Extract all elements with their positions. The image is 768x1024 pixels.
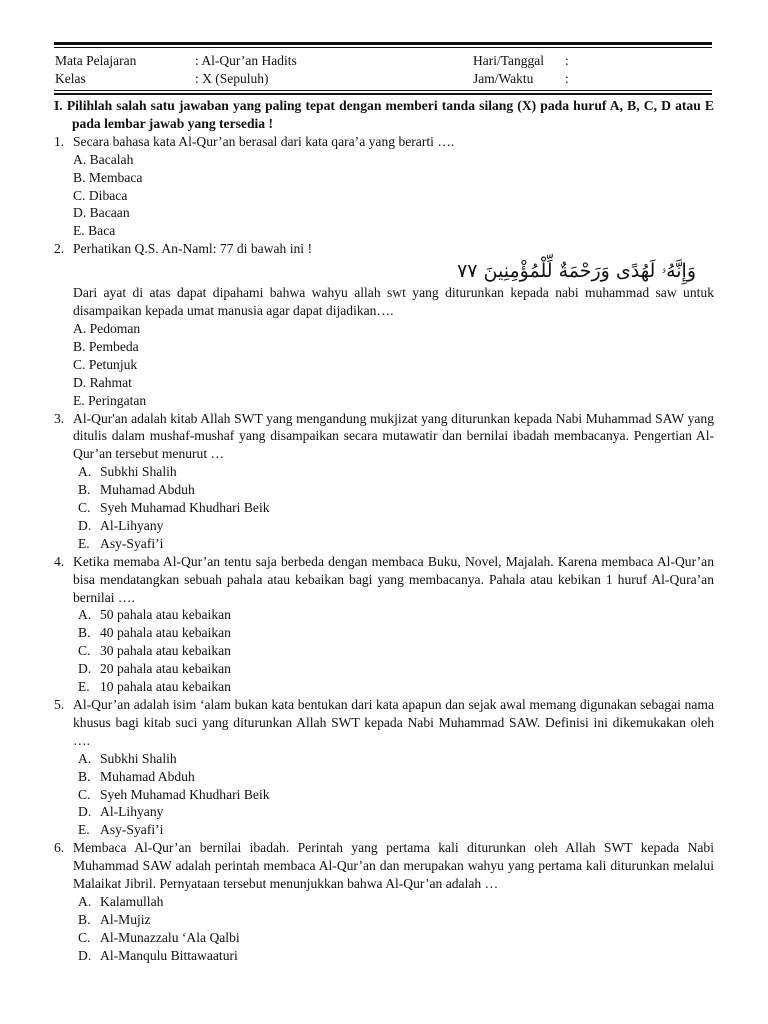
question-2 xyxy=(54,240,714,258)
day-label: Hari/Tanggal xyxy=(473,53,545,68)
question-text: Al-Qur'an adalah kitab Allah SWT yang mengandung mukjizat yang diturunkan kepada Nabi Muhammad SAW yang ditulis dalam mushaf-mushaf yang disampaikan secara mutawatir dan bernilai ibadah membacanya. Pengertian Al-Qur’an tersebut menurut … xyxy=(73,410,714,462)
option-letter: A. xyxy=(78,464,92,480)
question-number: 6. xyxy=(54,840,65,856)
option-letter: C. xyxy=(78,643,91,659)
option-a xyxy=(54,750,714,768)
option-text: Al-Mujiz xyxy=(100,911,151,927)
option-b: B. Membaca xyxy=(73,169,143,185)
subject-label: Mata Pelajaran xyxy=(55,53,137,68)
question-number: 5. xyxy=(54,697,65,712)
option-letter: A. xyxy=(78,750,92,766)
option-c: C. Petunjuk xyxy=(73,356,138,372)
option-e xyxy=(54,535,714,553)
option-letter: A. xyxy=(78,607,92,623)
option-text: 20 pahala atau kebaikan xyxy=(100,661,231,677)
option-e xyxy=(54,821,714,839)
option-d: D. Bacaan xyxy=(73,205,130,221)
option-b xyxy=(54,481,714,499)
header-bottom-rule xyxy=(54,90,712,91)
header-bottom-rule-thick xyxy=(54,93,712,95)
option-c: C. Dibaca xyxy=(73,187,128,203)
option-letter: E. xyxy=(78,822,90,838)
option-d xyxy=(54,517,714,535)
time-value: : xyxy=(565,71,569,86)
option-a: A. Pedoman xyxy=(73,320,141,336)
option-letter: D. xyxy=(78,661,92,677)
option-letter: D. xyxy=(78,804,92,820)
class-value: : X (Sepuluh) xyxy=(195,71,269,86)
option-text: Al-Lihyany xyxy=(100,517,164,533)
option-text: Al-Manqulu Bittawaaturi xyxy=(100,947,238,963)
option-letter: C. xyxy=(78,500,91,516)
question-text: Membaca Al-Qur’an bernilai ibadah. Perintah yang pertama kali diturunkan oleh Allah SWT kepada Nabi Muhammad SAW adalah perintah membaca Al-Qur’an dan merupakan wahyu yang pertama kali diturunkan melalui Malaikat Jibril. Pernyataan tersebut menunjukkan bahwa Al-Qur’an adalah … xyxy=(73,840,714,892)
option-text: Subkhi Shalih xyxy=(100,750,177,766)
arabic-verse: وَإِنَّهُۥ لَهُدًى وَرَحْمَةٌ لِّلْمُؤْمِنِينَ ٧٧ xyxy=(457,260,696,283)
subject-value: : Al-Qur’an Hadits xyxy=(195,53,297,68)
option-b xyxy=(54,911,714,929)
option-letter: C. xyxy=(78,929,91,945)
option-e xyxy=(54,678,714,696)
question-number: 2. xyxy=(54,241,65,257)
question-text: Al-Qur’an adalah isim ‘alam bukan kata bentukan dari kata apapun dan sejak awal memang digunakan sebagai nama khusus bagi kitab suci yang diturunkan Allah SWT kepada Nabi Muhammad SAW. Definisi ini dikemukakan oleh …. xyxy=(73,697,714,748)
option-text: Muhamad Abduh xyxy=(100,482,195,498)
option-c xyxy=(54,499,714,517)
question-3 xyxy=(54,410,714,464)
header-rule-thick xyxy=(54,42,712,45)
question-text: Secara bahasa kata Al-Qur’an berasal dari kata qara’a yang berarti …. xyxy=(73,133,455,149)
option-b xyxy=(54,624,714,642)
option-letter: B. xyxy=(78,911,91,927)
option-text: Al-Munazzalu ‘Ala Qalbi xyxy=(100,929,240,945)
question-4 xyxy=(54,553,714,607)
option-c xyxy=(54,642,714,660)
option-d xyxy=(54,660,714,678)
option-text: Syeh Muhamad Khudhari Beik xyxy=(100,786,270,802)
class-label: Kelas xyxy=(55,71,86,86)
option-text: Muhamad Abduh xyxy=(100,768,195,784)
question-1 xyxy=(54,133,714,151)
option-text: Kalamullah xyxy=(100,893,164,909)
option-d xyxy=(54,947,714,965)
option-letter: B. xyxy=(78,625,91,641)
option-b: B. Pembeda xyxy=(73,338,139,354)
day-value: : xyxy=(565,53,569,68)
time-label: Jam/Waktu xyxy=(473,71,534,86)
option-letter: C. xyxy=(78,786,91,802)
question-number: 3. xyxy=(54,410,65,426)
option-text: 50 pahala atau kebaikan xyxy=(100,607,231,623)
option-letter: D. xyxy=(78,947,92,963)
option-a xyxy=(54,893,714,911)
option-d: D. Rahmat xyxy=(73,374,132,390)
question-2-continuation xyxy=(54,284,714,320)
option-letter: B. xyxy=(78,482,91,498)
option-letter: D. xyxy=(78,517,92,533)
question-text: Perhatikan Q.S. An-Naml: 77 di bawah ini ! xyxy=(73,241,312,257)
option-a xyxy=(54,463,714,481)
question-text: Dari ayat di atas dapat dipahami bahwa wahyu allah swt yang diturunkan kepada nabi muhammad saw untuk disampaikan kepada umat manusia agar dapat dijadikan…. xyxy=(73,285,714,319)
question-number: 4. xyxy=(54,553,65,569)
option-text: 40 pahala atau kebaikan xyxy=(100,625,231,641)
option-text: Al-Lihyany xyxy=(100,804,164,820)
option-c xyxy=(54,786,714,804)
option-text: Syeh Muhamad Khudhari Beik xyxy=(100,500,270,516)
option-text: 30 pahala atau kebaikan xyxy=(100,643,231,659)
option-a xyxy=(54,606,714,624)
option-letter: A. xyxy=(78,893,92,909)
option-letter: E. xyxy=(78,679,90,695)
option-letter: B. xyxy=(78,768,91,784)
option-c xyxy=(54,929,714,947)
option-d xyxy=(54,803,714,821)
option-text: Subkhi Shalih xyxy=(100,464,177,480)
option-e: E. Peringatan xyxy=(73,392,147,408)
question-number: 1. xyxy=(54,133,65,149)
question-6 xyxy=(54,839,714,893)
option-text: Asy-Syafi’i xyxy=(100,535,164,551)
option-b xyxy=(54,768,714,786)
option-e: E. Baca xyxy=(73,223,116,239)
option-text: 10 pahala atau kebaikan xyxy=(100,679,231,695)
option-letter: E. xyxy=(78,535,90,551)
header-rule-thin xyxy=(54,47,712,48)
question-list xyxy=(54,97,714,965)
instruction: I. Pilihlah salah satu jawaban yang paling tepat dengan memberi tanda silang (X) pada huruf A, B, C, D atau E pada lembar jawab yang tersedia ! xyxy=(54,98,714,131)
option-text: Asy-Syafi’i xyxy=(100,822,164,838)
question-text: Ketika memaba Al-Qur’an tentu saja berbeda dengan membaca Buku, Novel, Majalah. Karena membaca Al-Qur’an bisa mendatangkan sebuah pahala atau kebaikan bagi yang membacanya. Pahala atau kebikan 1 huruf Al-Qura’an bernilai …. xyxy=(73,553,714,605)
question-5 xyxy=(54,696,714,750)
option-a: A. Bacalah xyxy=(73,151,134,167)
